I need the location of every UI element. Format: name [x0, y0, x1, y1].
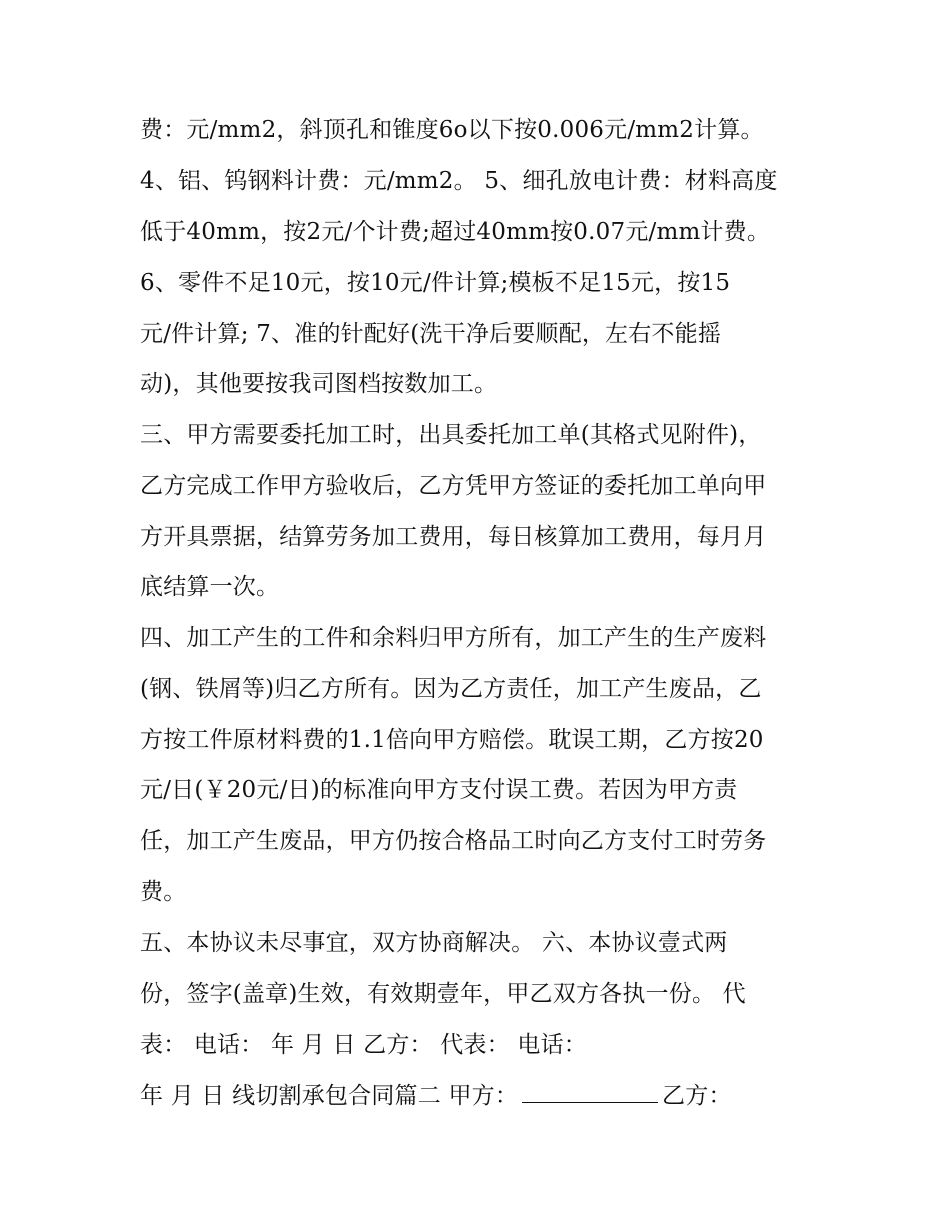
- text-after-blank: 乙方：: [662, 1083, 732, 1109]
- text-line: 乙方完成工作甲方验收后，乙方凭甲方签证的委托加工单向甲: [140, 473, 767, 499]
- text-line: 方按工件原材料费的1.1倍向甲方赔偿。耽误工期，乙方按20: [140, 727, 764, 753]
- text-line: 表： 电话： 年 月 日 乙方： 代表： 电话：: [140, 1032, 587, 1058]
- text-line: 方开具票据，结算劳务加工费用，每日核算加工费用，每月月: [140, 524, 767, 550]
- text-line: 任，加工产生废品，甲方仍按合格品工时向乙方支付工时劳务: [140, 828, 767, 854]
- text-before-blank: 年 月 日 线切割承包合同篇二 甲方：: [140, 1083, 519, 1109]
- text-line: (钢、铁屑等)归乙方所有。因为乙方责任，加工产生废品，乙: [140, 676, 762, 702]
- text-line: 三、甲方需要委托加工时，出具委托加工单(其格式见附件)，: [140, 422, 762, 448]
- text-line: 费：元/mm2，斜顶孔和锥度6o以下按0.006元/mm2计算。: [140, 117, 764, 143]
- text-line: 4、铝、钨钢料计费：元/mm2。 5、细孔放电计费：材料高度: [140, 168, 778, 194]
- text-line: 费。: [140, 879, 187, 905]
- text-line-last: [140, 1080, 820, 1112]
- text-line: 四、加工产生的工件和余料归甲方所有，加工产生的生产废料: [140, 625, 767, 651]
- text-line: 动)，其他要按我司图档按数加工。: [140, 371, 498, 397]
- text-line: 底结算一次。: [140, 574, 280, 600]
- text-line: 份，签字(盖章)生效，有效期壹年，甲乙双方各执一份。 代: [140, 981, 746, 1007]
- text-line: 元/日(￥20元/日)的标准向甲方支付误工费。若因为甲方责: [140, 777, 738, 803]
- text-line: 低于40mm，按2元/个计费;超过40mm按0.07元/mm计费。: [140, 219, 771, 245]
- text-line: 五、本协议未尽事宜，双方协商解决。 六、本协议壹式两: [140, 930, 728, 956]
- fill-in-blank: [522, 1080, 658, 1103]
- text-line: 6、零件不足10元，按10元/件计算;模板不足15元，按15: [140, 270, 731, 296]
- text-line: 元/件计算; 7、准的针配好(洗干净后要顺配，左右不能摇: [140, 321, 722, 347]
